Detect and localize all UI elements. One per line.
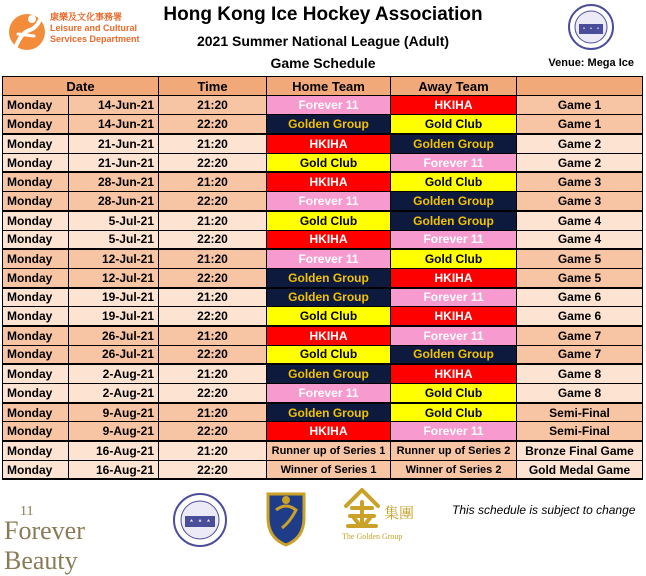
- day-cell: Monday: [3, 192, 69, 211]
- away-team-cell: Golden Group: [391, 134, 517, 153]
- day-cell: Monday: [3, 230, 69, 249]
- game-cell: Game 8: [517, 384, 643, 403]
- game-cell: Game 2: [517, 153, 643, 172]
- table-row: [3, 153, 643, 172]
- time-cell: 22:20: [159, 460, 267, 479]
- day-cell: Monday: [3, 249, 69, 268]
- away-team-cell: Runner up of Series 2: [391, 441, 517, 460]
- table-row: [3, 441, 643, 460]
- time-header: Time: [159, 77, 267, 96]
- time-cell: 21:20: [159, 211, 267, 230]
- home-team-cell: Golden Group: [267, 115, 391, 134]
- time-cell: 22:20: [159, 384, 267, 403]
- home-team-cell: Forever 11: [267, 384, 391, 403]
- table-row: [3, 268, 643, 287]
- day-cell: Monday: [3, 403, 69, 422]
- game-cell: Game 5: [517, 249, 643, 268]
- game-cell: Game 3: [517, 172, 643, 191]
- table-row: [3, 326, 643, 345]
- date-cell: 14-Jun-21: [69, 96, 159, 115]
- away-team-cell: Forever 11: [391, 326, 517, 345]
- game-cell: Bronze Final Game: [517, 441, 643, 460]
- game-cell: Game 1: [517, 96, 643, 115]
- schedule-title: Game Schedule: [270, 55, 376, 71]
- time-cell: 22:20: [159, 230, 267, 249]
- home-team-cell: HKIHA: [267, 230, 391, 249]
- away-team-cell: Gold Club: [391, 115, 517, 134]
- table-row: [3, 403, 643, 422]
- date-cell: 2-Aug-21: [69, 364, 159, 383]
- time-cell: 21:20: [159, 364, 267, 383]
- game-header: [517, 77, 643, 96]
- table-row: [3, 192, 643, 211]
- date-header: Date: [3, 77, 159, 96]
- away-team-cell: Golden Group: [391, 345, 517, 364]
- time-cell: 21:20: [159, 441, 267, 460]
- home-team-cell: Golden Group: [267, 268, 391, 287]
- table-row: [3, 134, 643, 153]
- day-cell: Monday: [3, 345, 69, 364]
- away-team-header: Away Team: [391, 77, 517, 96]
- home-team-cell: HKIHA: [267, 172, 391, 191]
- time-cell: 21:20: [159, 288, 267, 307]
- day-cell: Monday: [3, 153, 69, 172]
- game-cell: Game 5: [517, 268, 643, 287]
- game-cell: Game 1: [517, 115, 643, 134]
- game-cell: Game 7: [517, 345, 643, 364]
- game-cell: Game 3: [517, 192, 643, 211]
- away-team-cell: Forever 11: [391, 422, 517, 441]
- schedule-change-note: This schedule is subject to change: [452, 503, 636, 517]
- home-team-cell: HKIHA: [267, 134, 391, 153]
- game-cell: Semi-Final: [517, 403, 643, 422]
- away-team-cell: HKIHA: [391, 96, 517, 115]
- golden-group-name: The Golden Group: [342, 532, 403, 541]
- date-cell: 9-Aug-21: [69, 403, 159, 422]
- date-cell: 14-Jun-21: [69, 115, 159, 134]
- home-team-cell: Gold Club: [267, 307, 391, 326]
- golden-group-logo: [342, 488, 432, 548]
- gold-character-icon: [342, 488, 382, 530]
- date-cell: 5-Jul-21: [69, 230, 159, 249]
- home-team-cell: Golden Group: [267, 288, 391, 307]
- away-team-cell: Gold Club: [391, 403, 517, 422]
- table-header-row: [3, 77, 643, 96]
- date-cell: 16-Aug-21: [69, 460, 159, 479]
- away-team-cell: Gold Club: [391, 172, 517, 191]
- away-team-cell: Forever 11: [391, 230, 517, 249]
- home-team-cell: Gold Club: [267, 345, 391, 364]
- game-cell: Game 2: [517, 134, 643, 153]
- shield-crest-icon: [262, 488, 310, 548]
- home-team-cell: Runner up of Series 1: [267, 441, 391, 460]
- date-cell: 5-Jul-21: [69, 211, 159, 230]
- home-team-cell: Forever 11: [267, 249, 391, 268]
- table-row: [3, 384, 643, 403]
- day-cell: Monday: [3, 441, 69, 460]
- day-cell: Monday: [3, 364, 69, 383]
- home-team-header: Home Team: [267, 77, 391, 96]
- table-row: [3, 288, 643, 307]
- time-cell: 21:20: [159, 326, 267, 345]
- hkiha-footer-emblem-icon: [172, 492, 228, 548]
- table-row: [3, 249, 643, 268]
- date-cell: 21-Jun-21: [69, 134, 159, 153]
- forever-beauty-logo: [4, 504, 164, 575]
- away-team-cell: Gold Club: [391, 249, 517, 268]
- away-team-cell: HKIHA: [391, 268, 517, 287]
- table-row: [3, 211, 643, 230]
- away-team-cell: HKIHA: [391, 364, 517, 383]
- home-team-cell: Forever 11: [267, 96, 391, 115]
- day-cell: Monday: [3, 211, 69, 230]
- away-team-cell: Golden Group: [391, 192, 517, 211]
- date-cell: 19-Jul-21: [69, 288, 159, 307]
- lcsd-line2: Services Department: [50, 34, 140, 44]
- date-cell: 12-Jul-21: [69, 249, 159, 268]
- schedule-body: [3, 96, 643, 480]
- table-row: [3, 230, 643, 249]
- date-cell: 9-Aug-21: [69, 422, 159, 441]
- home-team-cell: Golden Group: [267, 403, 391, 422]
- game-cell: Gold Medal Game: [517, 460, 643, 479]
- away-team-cell: Forever 11: [391, 153, 517, 172]
- day-cell: Monday: [3, 288, 69, 307]
- day-cell: Monday: [3, 96, 69, 115]
- time-cell: 22:20: [159, 115, 267, 134]
- league-subtitle: 2021 Summer National League (Adult): [196, 33, 450, 49]
- table-row: [3, 422, 643, 441]
- away-team-cell: HKIHA: [391, 307, 517, 326]
- lcsd-chinese: 康樂及文化事務署: [50, 12, 123, 22]
- time-cell: 21:20: [159, 172, 267, 191]
- day-cell: Monday: [3, 384, 69, 403]
- table-row: [3, 96, 643, 115]
- away-team-cell: Gold Club: [391, 384, 517, 403]
- schedule-table: [2, 76, 643, 480]
- away-team-cell: Forever 11: [391, 288, 517, 307]
- hkiha-emblem-icon: [568, 4, 614, 50]
- home-team-cell: HKIHA: [267, 326, 391, 345]
- table-row: [3, 172, 643, 191]
- day-cell: Monday: [3, 307, 69, 326]
- day-cell: Monday: [3, 422, 69, 441]
- date-cell: 28-Jun-21: [69, 172, 159, 191]
- home-team-cell: Golden Group: [267, 364, 391, 383]
- time-cell: 22:20: [159, 268, 267, 287]
- game-cell: Game 7: [517, 326, 643, 345]
- date-cell: 26-Jul-21: [69, 345, 159, 364]
- time-cell: 21:20: [159, 134, 267, 153]
- home-team-cell: Gold Club: [267, 153, 391, 172]
- page-title: Hong Kong Ice Hockey Association: [163, 4, 483, 25]
- table-row: [3, 115, 643, 134]
- date-cell: 12-Jul-21: [69, 268, 159, 287]
- home-team-cell: Forever 11: [267, 192, 391, 211]
- date-cell: 2-Aug-21: [69, 384, 159, 403]
- game-cell: Semi-Final: [517, 422, 643, 441]
- table-row: [3, 364, 643, 383]
- table-row: [3, 307, 643, 326]
- time-cell: 22:20: [159, 153, 267, 172]
- sponsor-number: 11: [20, 504, 34, 519]
- time-cell: 22:20: [159, 345, 267, 364]
- date-cell: 19-Jul-21: [69, 307, 159, 326]
- day-cell: Monday: [3, 134, 69, 153]
- home-team-cell: Winner of Series 1: [267, 460, 391, 479]
- time-cell: 22:20: [159, 307, 267, 326]
- day-cell: Monday: [3, 460, 69, 479]
- away-team-cell: Winner of Series 2: [391, 460, 517, 479]
- time-cell: 22:20: [159, 422, 267, 441]
- game-cell: Game 4: [517, 230, 643, 249]
- game-cell: Game 6: [517, 307, 643, 326]
- table-row: [3, 345, 643, 364]
- day-cell: Monday: [3, 326, 69, 345]
- day-cell: Monday: [3, 172, 69, 191]
- date-cell: 21-Jun-21: [69, 153, 159, 172]
- date-cell: 16-Aug-21: [69, 441, 159, 460]
- lcsd-line1: Leisure and Cultural: [50, 23, 138, 33]
- home-team-cell: Gold Club: [267, 211, 391, 230]
- game-cell: Game 4: [517, 211, 643, 230]
- golden-group-chinese: 集團: [384, 504, 415, 522]
- day-cell: Monday: [3, 115, 69, 134]
- venue-label: Venue: Mega Ice: [548, 57, 634, 69]
- date-cell: 26-Jul-21: [69, 326, 159, 345]
- game-cell: Game 6: [517, 288, 643, 307]
- date-cell: 28-Jun-21: [69, 192, 159, 211]
- sponsor-name: Forever Beauty: [4, 516, 85, 575]
- away-team-cell: Golden Group: [391, 211, 517, 230]
- table-row: [3, 460, 643, 479]
- home-team-cell: HKIHA: [267, 422, 391, 441]
- time-cell: 22:20: [159, 192, 267, 211]
- day-cell: Monday: [3, 268, 69, 287]
- time-cell: 21:20: [159, 249, 267, 268]
- time-cell: 21:20: [159, 403, 267, 422]
- time-cell: 21:20: [159, 96, 267, 115]
- game-cell: Game 8: [517, 364, 643, 383]
